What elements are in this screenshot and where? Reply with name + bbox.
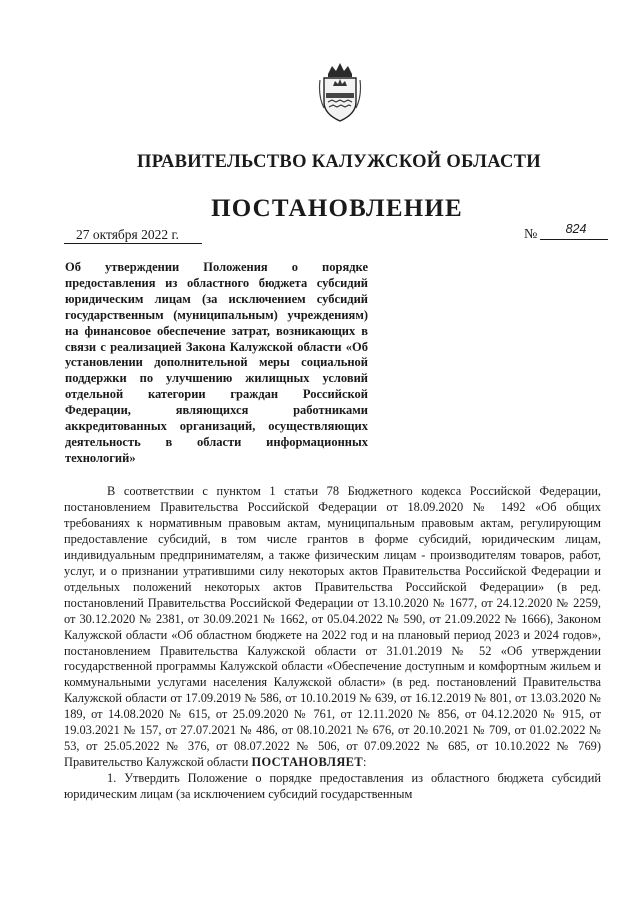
- number-sign: №: [524, 227, 538, 242]
- resolves-word: ПОСТАНОВЛЯЕТ: [251, 755, 364, 770]
- document-date: 27 октября 2022 г.: [64, 227, 202, 244]
- item-1-paragraph: 1. Утвердить Положение о порядке предоставления из областного бюджета субсидий юридическим лицам (за исключением субсидий государственным: [64, 771, 601, 802]
- preamble-text: В соответствии с пунктом 1 статьи 78 Бюджетного кодекса Российской Федерации, постановлением Правительства Российской Федерации от 18.09.2020 № 1492 «Об общих требованиях к нормативным правовым актам, муниципальным правовым актам, регулирующим предоставление субсидий, в том числе грантов в форме субсидий, юридическим лицам, индивидуальным предпринимателям, а также физическим лицам - производителям товаров, работ, услуг, и о признании утратившими силу некоторых актов Правительства Российской Федерации и отдельных положений некоторых актов Правительства Российской Федерации» (в ред. постановлений Правительства Российской Федерации от 13.10.2020 № 1677, от 24.12.2020 № 2259, от 30.12.2020 № 2381, от 30.09.2021 № 1662, от 05.04.2022 № 590, от 21.09.2022 № 1666), Законом Калужской области «Об областном бюджете на 2022 год и на плановый период 2023 и 2024 годов», постановлением Правительства Калужской области от 31.01.2019 № 52 «Об утверждении государственной программы Калужской области «Обеспечение доступным и комфортным жильем и коммунальными услугами населения Калужской области» (в ред. постановлений Правительства Калужской области от 17.09.2019 № 586, от 10.10.2019 № 639, от 16.12.2019 № 801, от 13.03.2020 № 189, от 14.08.2020 № 615, от 25.09.2020 № 761, от 12.11.2020 № 856, от 04.12.2020 № 915, от 19.03.2021 № 157, от 27.07.2021 № 486, от 08.10.2021 № 676, от 20.10.2021 № 709, от 01.02.2022 № 53, от 25.05.2022 № 376, от 08.07.2022 № 506, от 07.09.2022 № 685, от 10.10.2022 № 769) Правительство Калужской области: [64, 484, 601, 770]
- coat-of-arms-icon: [318, 60, 362, 124]
- document-subject: Об утверждении Положения о порядке предоставления из областного бюджета субсидий юридическим лицам (за исключением субсидий государственным (муниципальным) учреждениям) на финансовое обеспечение затрат, возникающих в связи с реализацией Закона Калужской области «Об установлении дополнительной меры социальной поддержки по улучшению жилищных условий отдельной категории граждан Российской Федерации, являющихся работниками аккредитованных организаций, осуществляющих деятельность в области информационных технологий»: [65, 260, 368, 465]
- document-body: [64, 484, 601, 803]
- number-underline: [540, 239, 608, 240]
- resolves-punct: :: [363, 755, 367, 770]
- number-value: 824: [565, 222, 587, 236]
- preamble-paragraph: [64, 484, 601, 771]
- document-number: [524, 222, 608, 244]
- document-type-title: ПОСТАНОВЛЕНИЕ: [211, 195, 463, 222]
- government-title: ПРАВИТЕЛЬСТВО КАЛУЖСКОЙ ОБЛАСТИ: [137, 152, 541, 172]
